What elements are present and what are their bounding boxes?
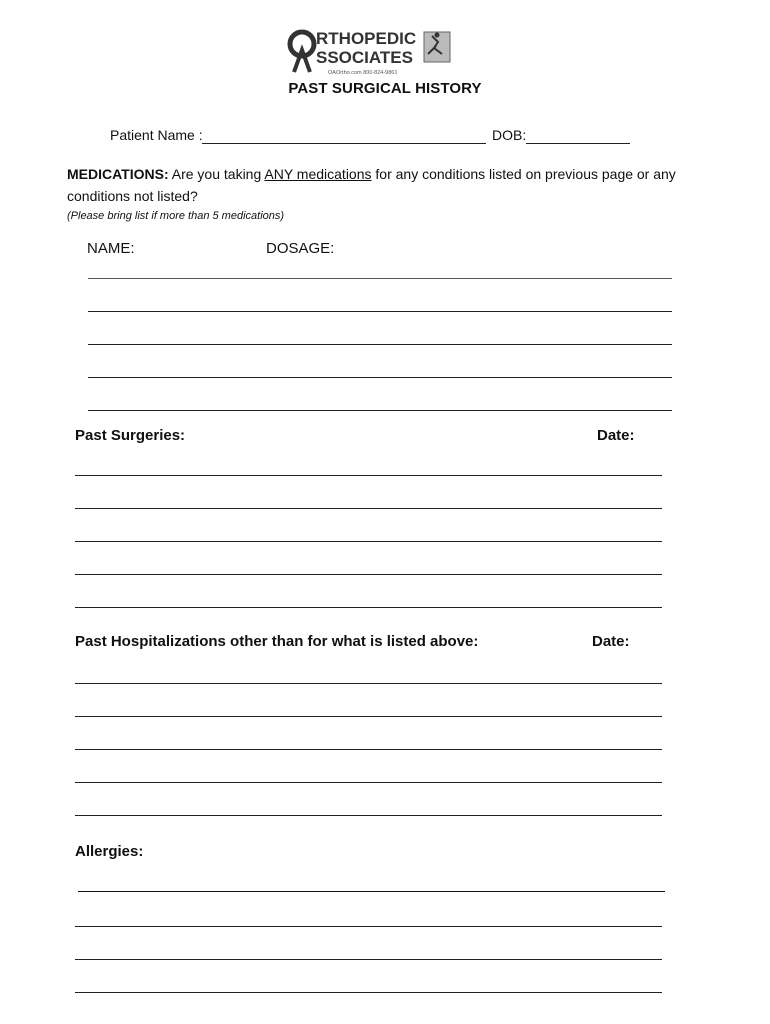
dob-field[interactable] xyxy=(526,143,630,144)
orthopedic-associates-logo xyxy=(286,22,454,78)
allergy-line-2[interactable] xyxy=(75,926,662,927)
surgery-line-1[interactable] xyxy=(75,475,662,476)
allergies-label: Allergies: xyxy=(75,843,144,860)
medications-question-line2: conditions not listed? xyxy=(67,188,198,204)
medication-line-5[interactable] xyxy=(88,410,672,411)
medication-dosage-header: DOSAGE: xyxy=(266,240,335,257)
logo-contact: OAOrtho.com 800-824-9861 xyxy=(328,70,398,76)
surgery-line-3[interactable] xyxy=(75,541,662,542)
past-surgeries-label: Past Surgeries: xyxy=(75,427,186,444)
past-hospitalizations-date-label: Date: xyxy=(592,633,630,650)
hospitalization-line-4[interactable] xyxy=(75,782,662,783)
past-hospitalizations-label: Past Hospitalizations other than for what is listed above: xyxy=(75,633,479,650)
allergy-line-3[interactable] xyxy=(75,959,662,960)
patient-name-label: Patient Name : xyxy=(110,127,203,143)
medication-line-3[interactable] xyxy=(88,344,672,345)
page-title: PAST SURGICAL HISTORY xyxy=(288,80,482,97)
medications-label: MEDICATIONS: xyxy=(67,166,169,182)
logo-line2: SSOCIATES xyxy=(316,48,413,67)
hospitalization-line-1[interactable] xyxy=(75,683,662,684)
allergy-line-1[interactable] xyxy=(78,891,665,892)
medications-note: (Please bring list if more than 5 medications) xyxy=(67,210,285,222)
patient-name-field[interactable] xyxy=(202,143,486,144)
medications-question-suffix: for any conditions listed on previous page or any xyxy=(371,166,676,182)
surgery-line-2[interactable] xyxy=(75,508,662,509)
surgery-line-5[interactable] xyxy=(75,607,662,608)
medications-question-prefix: Are you taking xyxy=(171,166,265,182)
medications-question-emphasis: ANY medications xyxy=(264,166,372,182)
dob-label: DOB: xyxy=(492,127,527,143)
logo-line1: RTHOPEDIC xyxy=(316,29,417,48)
hospitalization-line-5[interactable] xyxy=(75,815,662,816)
medication-line-4[interactable] xyxy=(88,377,672,378)
logo-graphic xyxy=(286,22,454,78)
medications-question xyxy=(67,166,727,182)
medication-line-1[interactable] xyxy=(88,278,672,279)
medication-line-2[interactable] xyxy=(88,311,672,312)
surgery-line-4[interactable] xyxy=(75,574,662,575)
medication-name-header: NAME: xyxy=(87,240,135,257)
past-surgeries-date-label: Date: xyxy=(597,427,635,444)
hospitalization-line-2[interactable] xyxy=(75,716,662,717)
hospitalization-line-3[interactable] xyxy=(75,749,662,750)
allergy-line-4[interactable] xyxy=(75,992,662,993)
